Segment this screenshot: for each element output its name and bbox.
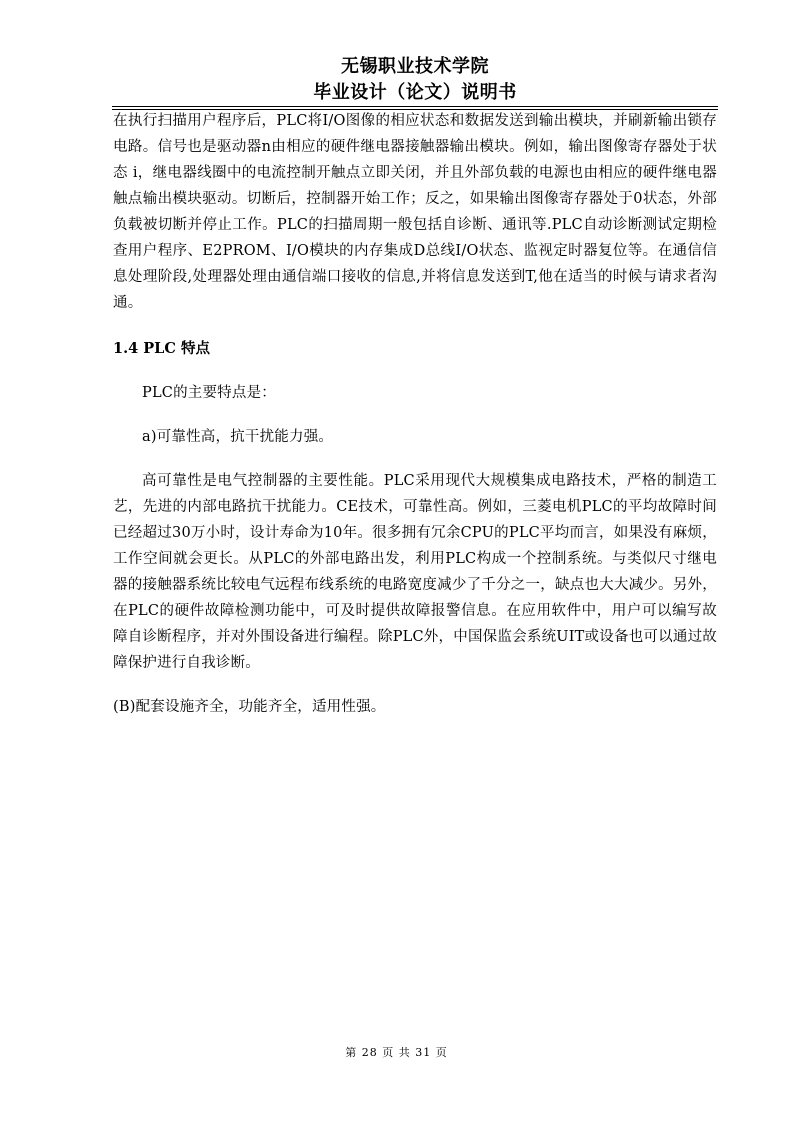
page-number: 第 28 页 共 31 页	[345, 1046, 448, 1059]
paragraph-main-features: PLC的主要特点是：	[142, 385, 276, 401]
page-header	[112, 54, 718, 106]
document-title: 毕业设计（论文）说明书	[313, 82, 517, 103]
page-body	[113, 108, 717, 720]
paragraph-reliability: 高可靠性是电气控制器的主要性能。PLC采用现代大规模集成电路技术，严格的制造工艺，先进的内部电路抗干扰能力。CE技术，可靠性高。例如，三菱电机PLC的平均故障时间已经超过30万小时，设计寿命为10年。很多拥有冗余CPU的PLC平均而言，如果没有麻烦，工作空间就会更长。从PLC的外部电路出发，利用PLC构成一个控制系统。与类似尺寸继电器的接触器系统比较电气远程布线系统的电路宽度减少了千分之一，缺点也大大减少。另外，在PLC的硬件故障检测功能中，可及时提供故障报警信息。在应用软件中，用户可以编写故障自诊断程序，并对外围设备进行编程。除PLC外，中国保监会系统UIT或设备也可以通过故障保护进行自我诊断。	[113, 473, 717, 671]
section-heading: 1.4 PLC 特点	[113, 340, 210, 357]
school-name: 无锡职业技术学院	[341, 56, 489, 77]
paragraph-scan-output: 在执行扫描用户程序后，PLC将I/O图像的相应状态和数据发送到输出模块，并刷新输出锁存电路。信号也是驱动器n由相应的硬件继电器接触器输出模块。例如，输出图像寄存器处于状态 i，继电器线圈中的电流控制开触点立即关闭，并且外部负载的电源也由相应的硬件继电器触点输出模块驱动。切断后，控制器开始工作；反之，如果输出图像寄存器处于0状态，外部负载被切断并停止工作。PLC的扫描周期一般包括自诊断、通讯等.PLC自动诊断测试定期检查用户程序、E2PROM、I/O模块的内存集成D总线I/O状态、监视定时器复位等。在通信信息处理阶段,处理器处理由通信端口接收的信息,并将信息发送到T,他在适当的时候与请求者沟通。	[113, 113, 717, 311]
paragraph-feature-a: a)可靠性高，抗干扰能力强。	[142, 429, 334, 445]
paragraph-feature-b: (B)配套设施齐全，功能齐全，适用性强。	[113, 699, 386, 715]
